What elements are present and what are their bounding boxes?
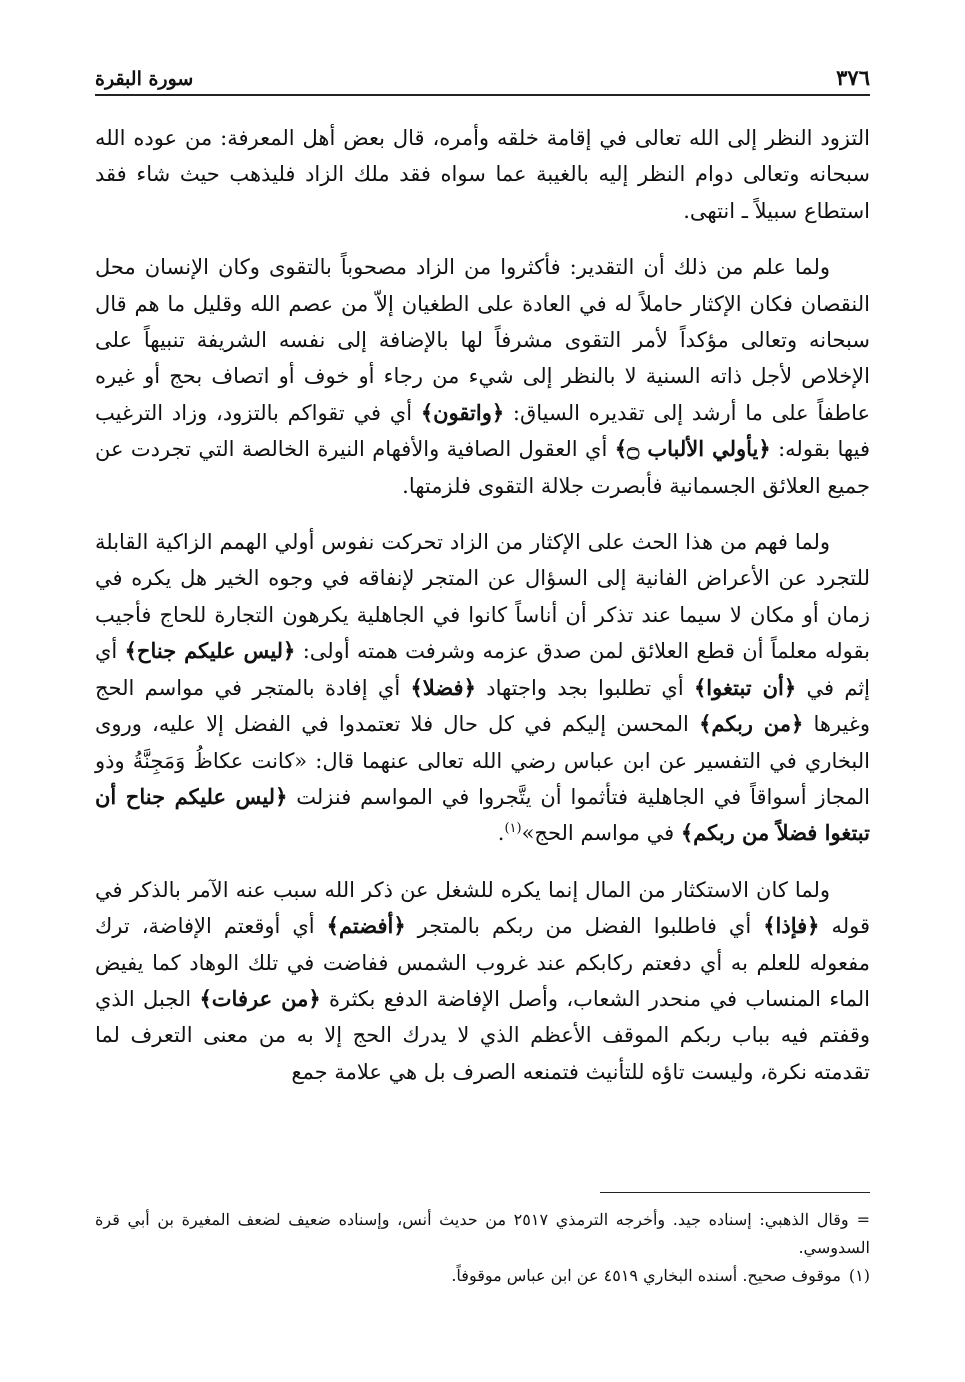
book-page [95, 0, 870, 1382]
running-head [95, 62, 870, 96]
paragraph [95, 872, 870, 1090]
text-run: الجبل الذي وقفتم فيه بباب ربكم الموقف الأعظم الذي لا يدرك الحج إلا به من معنى التعرف لما تقدمته نكرة، وليست تاؤه للتأنيث فتمنعه الصرف بل هي علامة جمع [95, 986, 870, 1084]
quran-quote: ﴿يأولي الألباب ۝﴾ [614, 436, 771, 462]
text-run: المحسن إليكم في كل حال فلا تعتمدوا في الفضل إلا عليه، وروى البخاري في التفسير عن ابن عباس رضي الله تعالى عنهما قال: «كانت عكاظُ وَمَجِنَّةُ وذو المجاز أسواقاً في الجاهلية فتأثموا أن يتَّجروا في المواسم فنزلت [95, 712, 870, 809]
text-run: التزود النظر إلى الله تعالى في إقامة خلقه وأمره، قال بعض أهل المعرفة: من عوده الله سبحانه وتعالى دوام النظر إليه بالغيبة عما سواه فقد ملك الزاد فليذهب حيث شاء فقد استطاع سبيلاً ـ انتهى. [95, 126, 870, 223]
footnote [95, 1262, 870, 1290]
paragraph [95, 120, 870, 229]
text-run: أي العقول الصافية والأفهام النيرة الخالصة التي تجردت عن جميع العلائق الجسمانية فأبصرت جلالة التقوى فلزمتها. [95, 437, 870, 498]
quran-quote: ﴿من عرفات﴾ [199, 985, 321, 1011]
quran-quote: ﴿فإذا﴾ [763, 913, 820, 939]
quran-quote: ﴿من ربكم﴾ [699, 711, 804, 737]
text-run: أي إثم في [95, 639, 871, 700]
text-run: ولما كان الاستكثار من المال إنما يكره للشغل عن ذكر الله سبب عنه الآمر بالذكر في قوله [95, 877, 870, 939]
quran-quote: ﴿أفضتم﴾ [326, 913, 406, 939]
quran-quote: ﴿واتقون﴾ [420, 399, 505, 425]
paragraph [95, 524, 870, 852]
footnote-mark: (١) [848, 1266, 870, 1285]
text-run: ولما فهم من هذا الحث على الإكثار من الزاد تحركت نفوس أولي الهمم الزاكية القابلة للتجرد عن الأعراض الفانية إلى السؤال عن المتجر لإنفاقه في وجوه الخير هل يكره في زمان أو مكان لا سيما عند تذكر أن أناساً كانوا في الجاهلية يكرهون التجارة للحاج فأجيب بقوله معلماً أن قطع العلائق لمن صدق عزمه وشرفت همته أولى: [95, 530, 870, 664]
footnote-text: وقال الذهبي: إسناده جيد. وأخرجه الترمذي ٢٥١٧ من حديث أنس، وإسناده ضعيف لضعف المغيرة بن أبي قرة السدوسي. [95, 1210, 870, 1257]
text-run: أي أوقعتم الإفاضة، ترك مفعوله للعلم به أي دفعتم ركابكم عند غروب الشمس ففاضت في تلك الوهاد كما يفيض الماء المنساب في منحدر الشعاب، وأصل الإفاضة الدفع بكثرة [95, 914, 870, 1011]
paragraph [95, 249, 870, 504]
quran-quote: ﴿ليس عليكم جناح أن تبتغوا فضلاً من ربكم﴾ [95, 783, 870, 846]
text-run: أي في تقواكم بالتزود، وزاد الترغيب فيها بقوله: [95, 400, 870, 462]
text-run: في مواسم الحج» [521, 821, 681, 846]
body-text [95, 120, 870, 1110]
page-number: ٣٧٦ [836, 65, 870, 90]
text-run: ولما علم من ذلك أن التقدير: فأكثروا من الزاد مصحوباً بالتقوى وكان الإنسان محل النقصان فكان الإكثار حاملاً له في العادة على الطغيان إلاّ من عصم الله وقليل ما هم قال سبحانه وتعالى مؤكداً لأمر التقوى مشرفاً لها بالإضافة إلى نفسه الشريفة تنبيهاً على الإخلاص لأجل ذاته السنية لا بالنظر إلى شيء من رجاء أو خوف أو اتصاف بحج أو غيره عاطفاً على ما أرشد إلى تقديره السياق: [95, 255, 871, 425]
text-run: أي فاطلبوا الفضل من ربكم بالمتجر [405, 914, 764, 939]
surah-title: سورة البقرة [95, 68, 194, 90]
text-run: أي إفادة بالمتجر في مواسم الحج وغيرها [95, 675, 870, 737]
text-run: . [497, 821, 505, 846]
quran-quote: ﴿ليس عليكم جناح﴾ [124, 638, 296, 664]
footnote-text: موقوف صحيح. أسنده البخاري ٤٥١٩ عن ابن عباس موقوفاً. [451, 1266, 841, 1285]
footnote-ref: (١) [504, 821, 522, 837]
quran-quote: ﴿فضلا﴾ [410, 674, 476, 700]
text-run: أي تطلبوا بجد واجتهاد [475, 675, 694, 700]
footnote-mark: = [856, 1210, 870, 1229]
quran-quote: ﴿أن تبتغوا﴾ [693, 674, 797, 700]
footnotes [95, 1206, 870, 1290]
footnote [95, 1206, 870, 1262]
footnote-divider [600, 1192, 870, 1193]
